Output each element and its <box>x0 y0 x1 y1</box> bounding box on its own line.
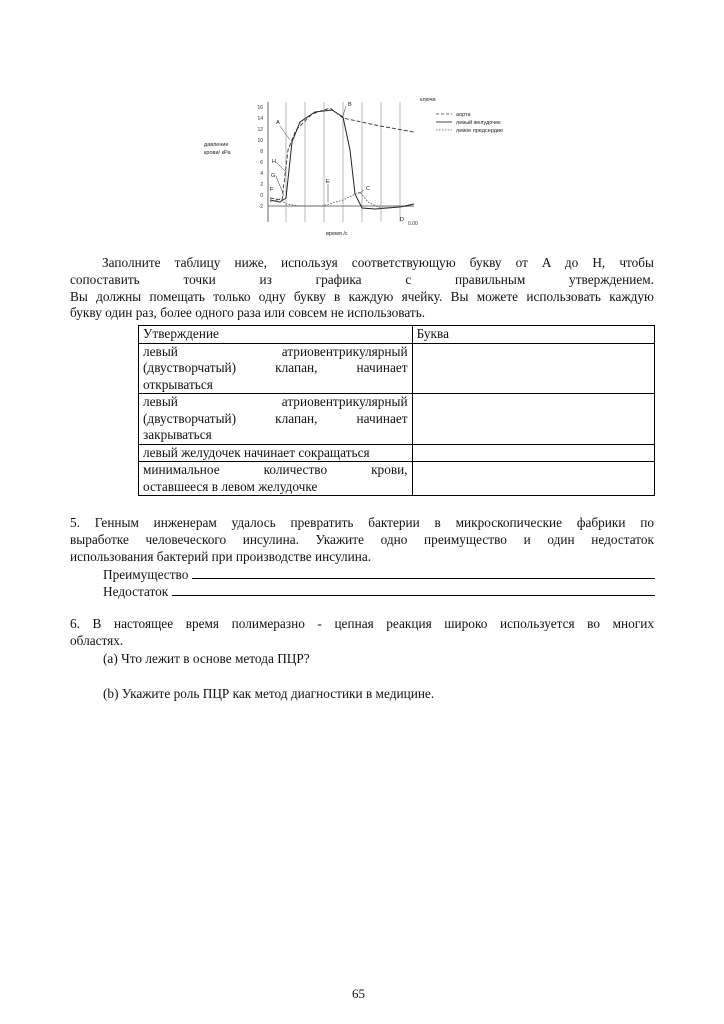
statement-line: (двустворчатый) клапан, начинает <box>143 410 408 426</box>
statement-line: левый желудочек начинает сокращаться <box>143 444 370 460</box>
y-tick: 0 <box>260 193 263 199</box>
intro-line: сопоставить точки из графика с правильным утверждением. <box>70 271 654 287</box>
question-6-line: 6. В настоящее время полимеразно - цепная реакция широко используется во многих <box>70 616 654 631</box>
letter-answer-cell[interactable] <box>412 394 654 445</box>
table-row <box>139 462 655 496</box>
y-tick: 4 <box>260 171 263 177</box>
legend-left-atrium: левое предсердие <box>456 128 504 134</box>
question-6b: (b) Укажите роль ПЦР как метод диагностики в медицине. <box>103 686 435 701</box>
intro-paragraph <box>70 255 654 322</box>
question-5-line: 5. Генным инженерам удалось превратить бактерии в микроскопические фабрики по <box>70 515 654 530</box>
table-header-letter: Буква <box>412 326 654 344</box>
intro-line: букву один раз, более одного раза или совсем не использовать. <box>70 305 426 321</box>
statement-line: левый атриовентрикулярный <box>143 394 408 409</box>
y-tick: 2 <box>260 182 263 188</box>
blood-pressure-graph <box>200 90 530 240</box>
disadvantage-row <box>103 583 655 601</box>
y-axis-label: крови/ кРа <box>204 150 231 156</box>
statement-line: закрываться <box>143 427 212 442</box>
x-axis-end-label: 0.00 <box>408 221 418 227</box>
table-header-row <box>139 326 655 344</box>
point-label-h: H <box>272 159 276 165</box>
point-label-f: F <box>270 187 274 193</box>
letter-answer-cell[interactable] <box>412 462 654 496</box>
intro-line: Вы должны помещать только одну букву в каждую ячейку. Вы можете использовать каждую <box>70 288 654 304</box>
statement-line: открываться <box>143 376 213 392</box>
letter-answer-cell[interactable] <box>412 444 654 462</box>
statement-line: минимальное количество крови, <box>143 462 408 477</box>
statement-line: (двустворчатый) клапан, начинает <box>143 360 408 375</box>
legend-aorta: аорта <box>456 112 471 118</box>
y-tick: 16 <box>257 105 263 111</box>
question-6a: (a) Что лежит в основе метода ПЦР? <box>103 651 310 666</box>
advantage-row <box>103 566 655 584</box>
point-label-c: C <box>366 186 370 192</box>
table-row <box>139 394 655 445</box>
disadvantage-answer-line[interactable] <box>172 583 655 596</box>
advantage-answer-line[interactable] <box>192 566 655 579</box>
advantage-label: Преимущество <box>103 567 189 582</box>
question-6 <box>70 616 654 650</box>
statement-cell <box>139 343 413 394</box>
question-5-line: выработке человеческого инсулина. Укажите одно преимущество и один недостаток <box>70 531 654 547</box>
y-tick: -2 <box>258 204 263 210</box>
point-label-g: G <box>271 173 276 179</box>
y-axis-label: давление <box>204 142 229 148</box>
statement-cell <box>139 462 413 496</box>
statement-cell <box>139 444 413 462</box>
y-tick: 14 <box>257 116 263 122</box>
table-header-statement: Утверждение <box>139 326 413 344</box>
point-label-a: A <box>276 120 280 126</box>
question-5 <box>70 515 654 565</box>
legend-left-ventricle: левый желудочек <box>456 120 501 126</box>
statement-line: оставшееся в левом желудочке <box>143 478 318 494</box>
disadvantage-label: Недостаток <box>103 584 169 599</box>
statement-cell <box>139 394 413 445</box>
table-row <box>139 444 655 462</box>
y-tick: 10 <box>257 138 263 144</box>
question-6-line: областях. <box>70 632 124 648</box>
point-label-b: B <box>348 102 352 108</box>
question-5-line: использования бактерий при производстве инсулина. <box>70 548 372 564</box>
table-row <box>139 343 655 394</box>
y-tick: 8 <box>260 149 263 155</box>
matching-table <box>138 325 655 496</box>
intro-line: Заполните таблицу ниже, используя соответствующую букву от A до H, чтобы <box>102 255 654 270</box>
x-axis-label: время /с <box>326 231 348 237</box>
y-tick: 6 <box>260 160 263 166</box>
y-tick: 12 <box>257 127 263 133</box>
legend-title: ключи <box>420 97 436 103</box>
page-number: 65 <box>352 986 365 1001</box>
point-label-d: D <box>400 217 404 223</box>
statement-line: левый атриовентрикулярный <box>143 343 408 359</box>
point-label-e: E <box>326 179 330 185</box>
letter-answer-cell[interactable] <box>412 343 654 394</box>
